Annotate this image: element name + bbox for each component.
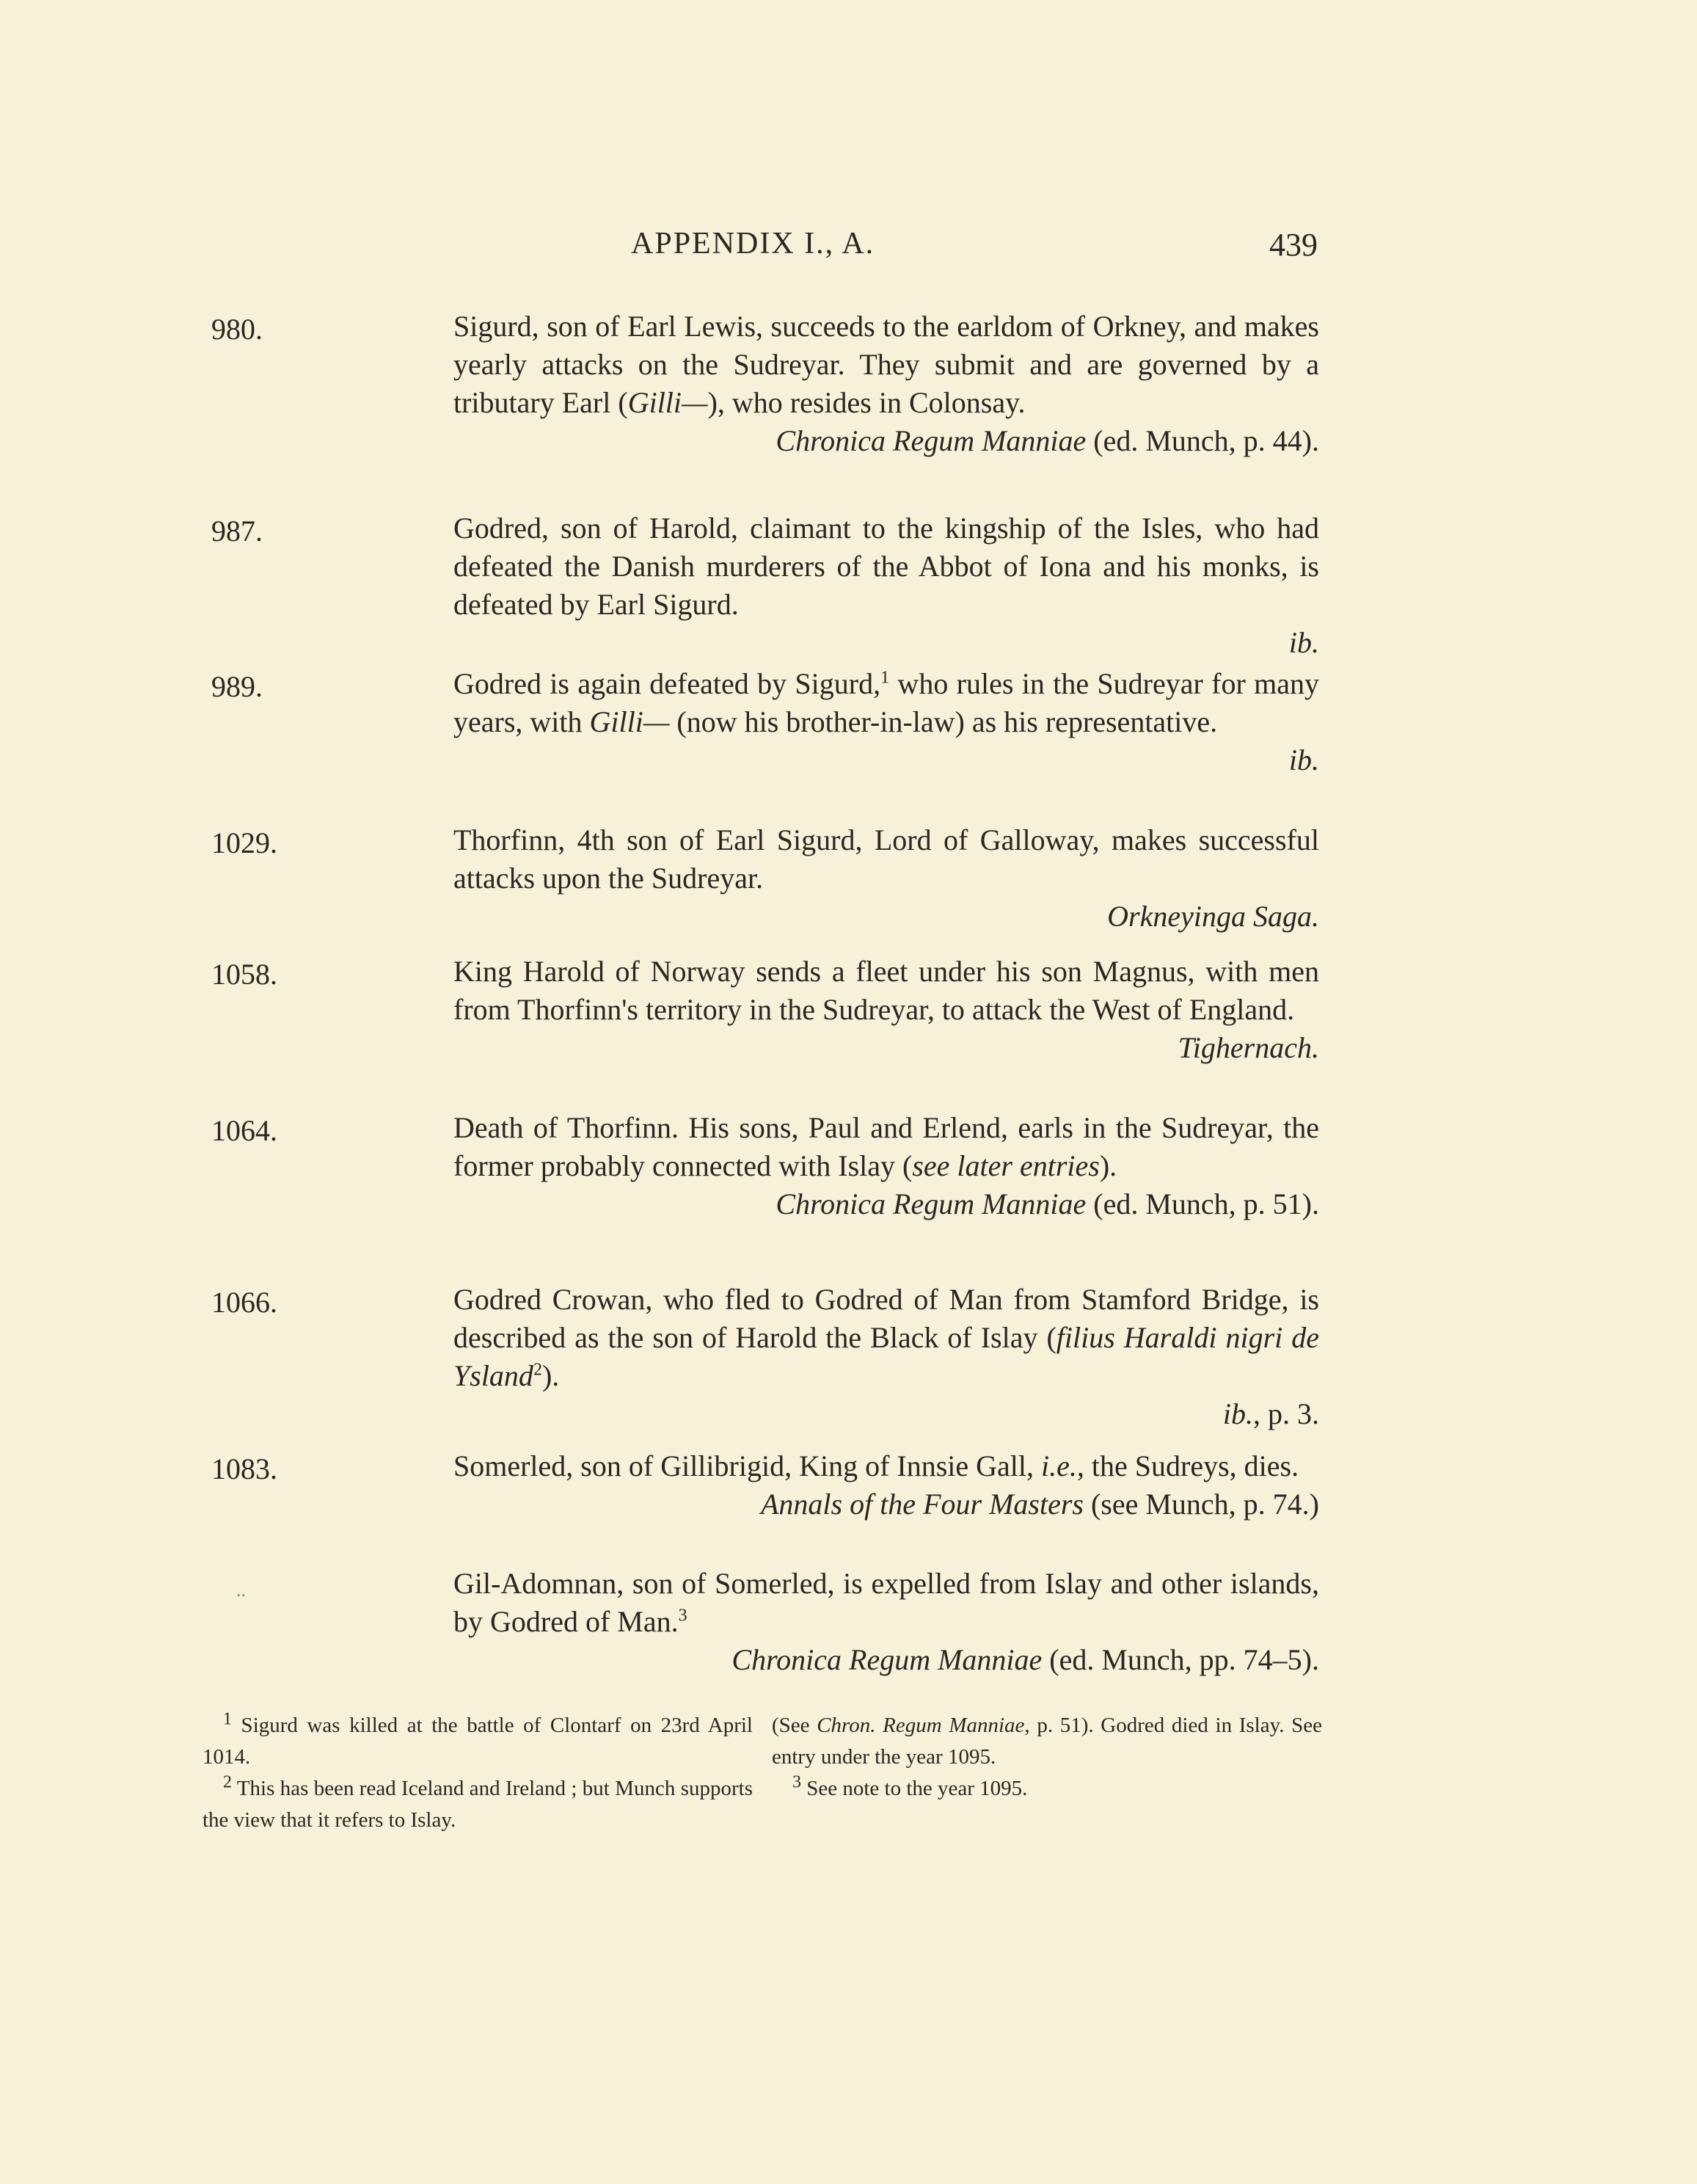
- entry-citation: Chronica Regum Manniae (ed. Munch, p. 51).: [775, 1187, 1319, 1220]
- entry-year: 1029.: [211, 826, 277, 859]
- entry-year-ditto: ..: [236, 1579, 246, 1601]
- entry-citation: ib.: [1288, 626, 1319, 659]
- entry-citation: ib., p. 3.: [1222, 1397, 1319, 1430]
- entry-text: Godred, son of Harold, claimant to the kingship of the Isles, who had defeated the Danish murderers of the Abbot of Iona and his monks, is defeated by Earl Sigurd. ib.: [453, 509, 1319, 662]
- footnote-ref-2: 2: [533, 1360, 542, 1380]
- entry-text: Death of Thorfinn. His sons, Paul and Erlend, earls in the Sudreyar, the former probably connected with Islay (see later entries). Chronica Regum Manniae (ed. Munch, p. 51).: [453, 1109, 1319, 1223]
- entry-citation: Annals of the Four Masters (see Munch, p. 74.): [760, 1488, 1319, 1521]
- entry-citation: Chronica Regum Manniae (ed. Munch, pp. 74–5).: [731, 1643, 1319, 1676]
- footnote-ref-3: 3: [678, 1606, 687, 1626]
- entry-year: 1064.: [211, 1114, 277, 1147]
- footnote-2: $^2$ This has been read Iceland and Ireland ; but Munch supports the view that it refers to Islay.: [202, 1772, 753, 1832]
- entry-text: Somerled, son of Gillibrigid, King of Innsie Gall, i.e., the Sudreys, dies. Annals of the Four Masters (see Munch, p. 74.): [453, 1447, 1319, 1524]
- footnote-2-continuation: (See Chron. Regum Manniae, p. 51). Godred died in Islay. See entry under the year 1095.: [772, 1714, 1322, 1769]
- entry-year: 1066.: [211, 1286, 277, 1319]
- entry-year: 980.: [211, 313, 263, 346]
- entry-citation: Orkneyinga Saga.: [1107, 900, 1319, 933]
- running-title: APPENDIX I., A.: [631, 227, 875, 261]
- entry-year: 1083.: [211, 1452, 277, 1485]
- footnote-3: $^3$ See note to the year 1095.: [792, 1772, 1028, 1800]
- entry-citation: ib.: [1288, 743, 1319, 776]
- entry-text: Godred Crowan, who fled to Godred of Man from Stamford Bridge, is described as the son of Harold the Black of Islay (filius Haraldi nigri de Ysland$^2$). ib., p. 3.: [453, 1281, 1319, 1433]
- entry-text: Thorfinn, 4th son of Earl Sigurd, Lord of Galloway, makes successful attacks upon the Sudreyar. Orkneyinga Saga.: [453, 821, 1319, 936]
- page-number: 439: [1269, 227, 1318, 263]
- footnote-1: $^1$ Sigurd was killed at the battle of Clontarf on 23rd April 1014.: [202, 1709, 753, 1769]
- entry-text: Gil-Adomnan, son of Somerled, is expelled from Islay and other islands, by Godred of Man.$^3$ Chronica Regum Manniae (ed. Munch, pp. 74–5).: [453, 1565, 1319, 1679]
- entry-text: Sigurd, son of Earl Lewis, succeeds to the earldom of Orkney, and makes yearly attacks on the Sudreyar. They submit and are governed by a tributary Earl (Gilli—), who resides in Colonsay. Chronica Regum Manniae (ed. Munch, p. 44).: [453, 307, 1319, 460]
- footnote-ref-1: 1: [880, 668, 890, 688]
- entry-year: 987.: [211, 514, 263, 547]
- entry-text: Godred is again defeated by Sigurd,$^1$ who rules in the Sudreyar for many years, with Gilli— (now his brother-in-law) as his representative. ib.: [453, 665, 1319, 779]
- entry-year: 1058.: [211, 958, 277, 991]
- entry-year: 989.: [211, 670, 263, 703]
- footnotes-right-column: [772, 1710, 1322, 1805]
- entry-text: King Harold of Norway sends a fleet under his son Magnus, with men from Thorfinn's territory in the Sudreyar, to attack the West of England. Tighernach.: [453, 953, 1319, 1067]
- footnotes-left-column: [202, 1710, 753, 1836]
- entry-citation: Tighernach.: [1178, 1031, 1319, 1064]
- entry-citation: Chronica Regum Manniae (ed. Munch, p. 44).: [775, 424, 1319, 457]
- page-header: [0, 226, 1697, 270]
